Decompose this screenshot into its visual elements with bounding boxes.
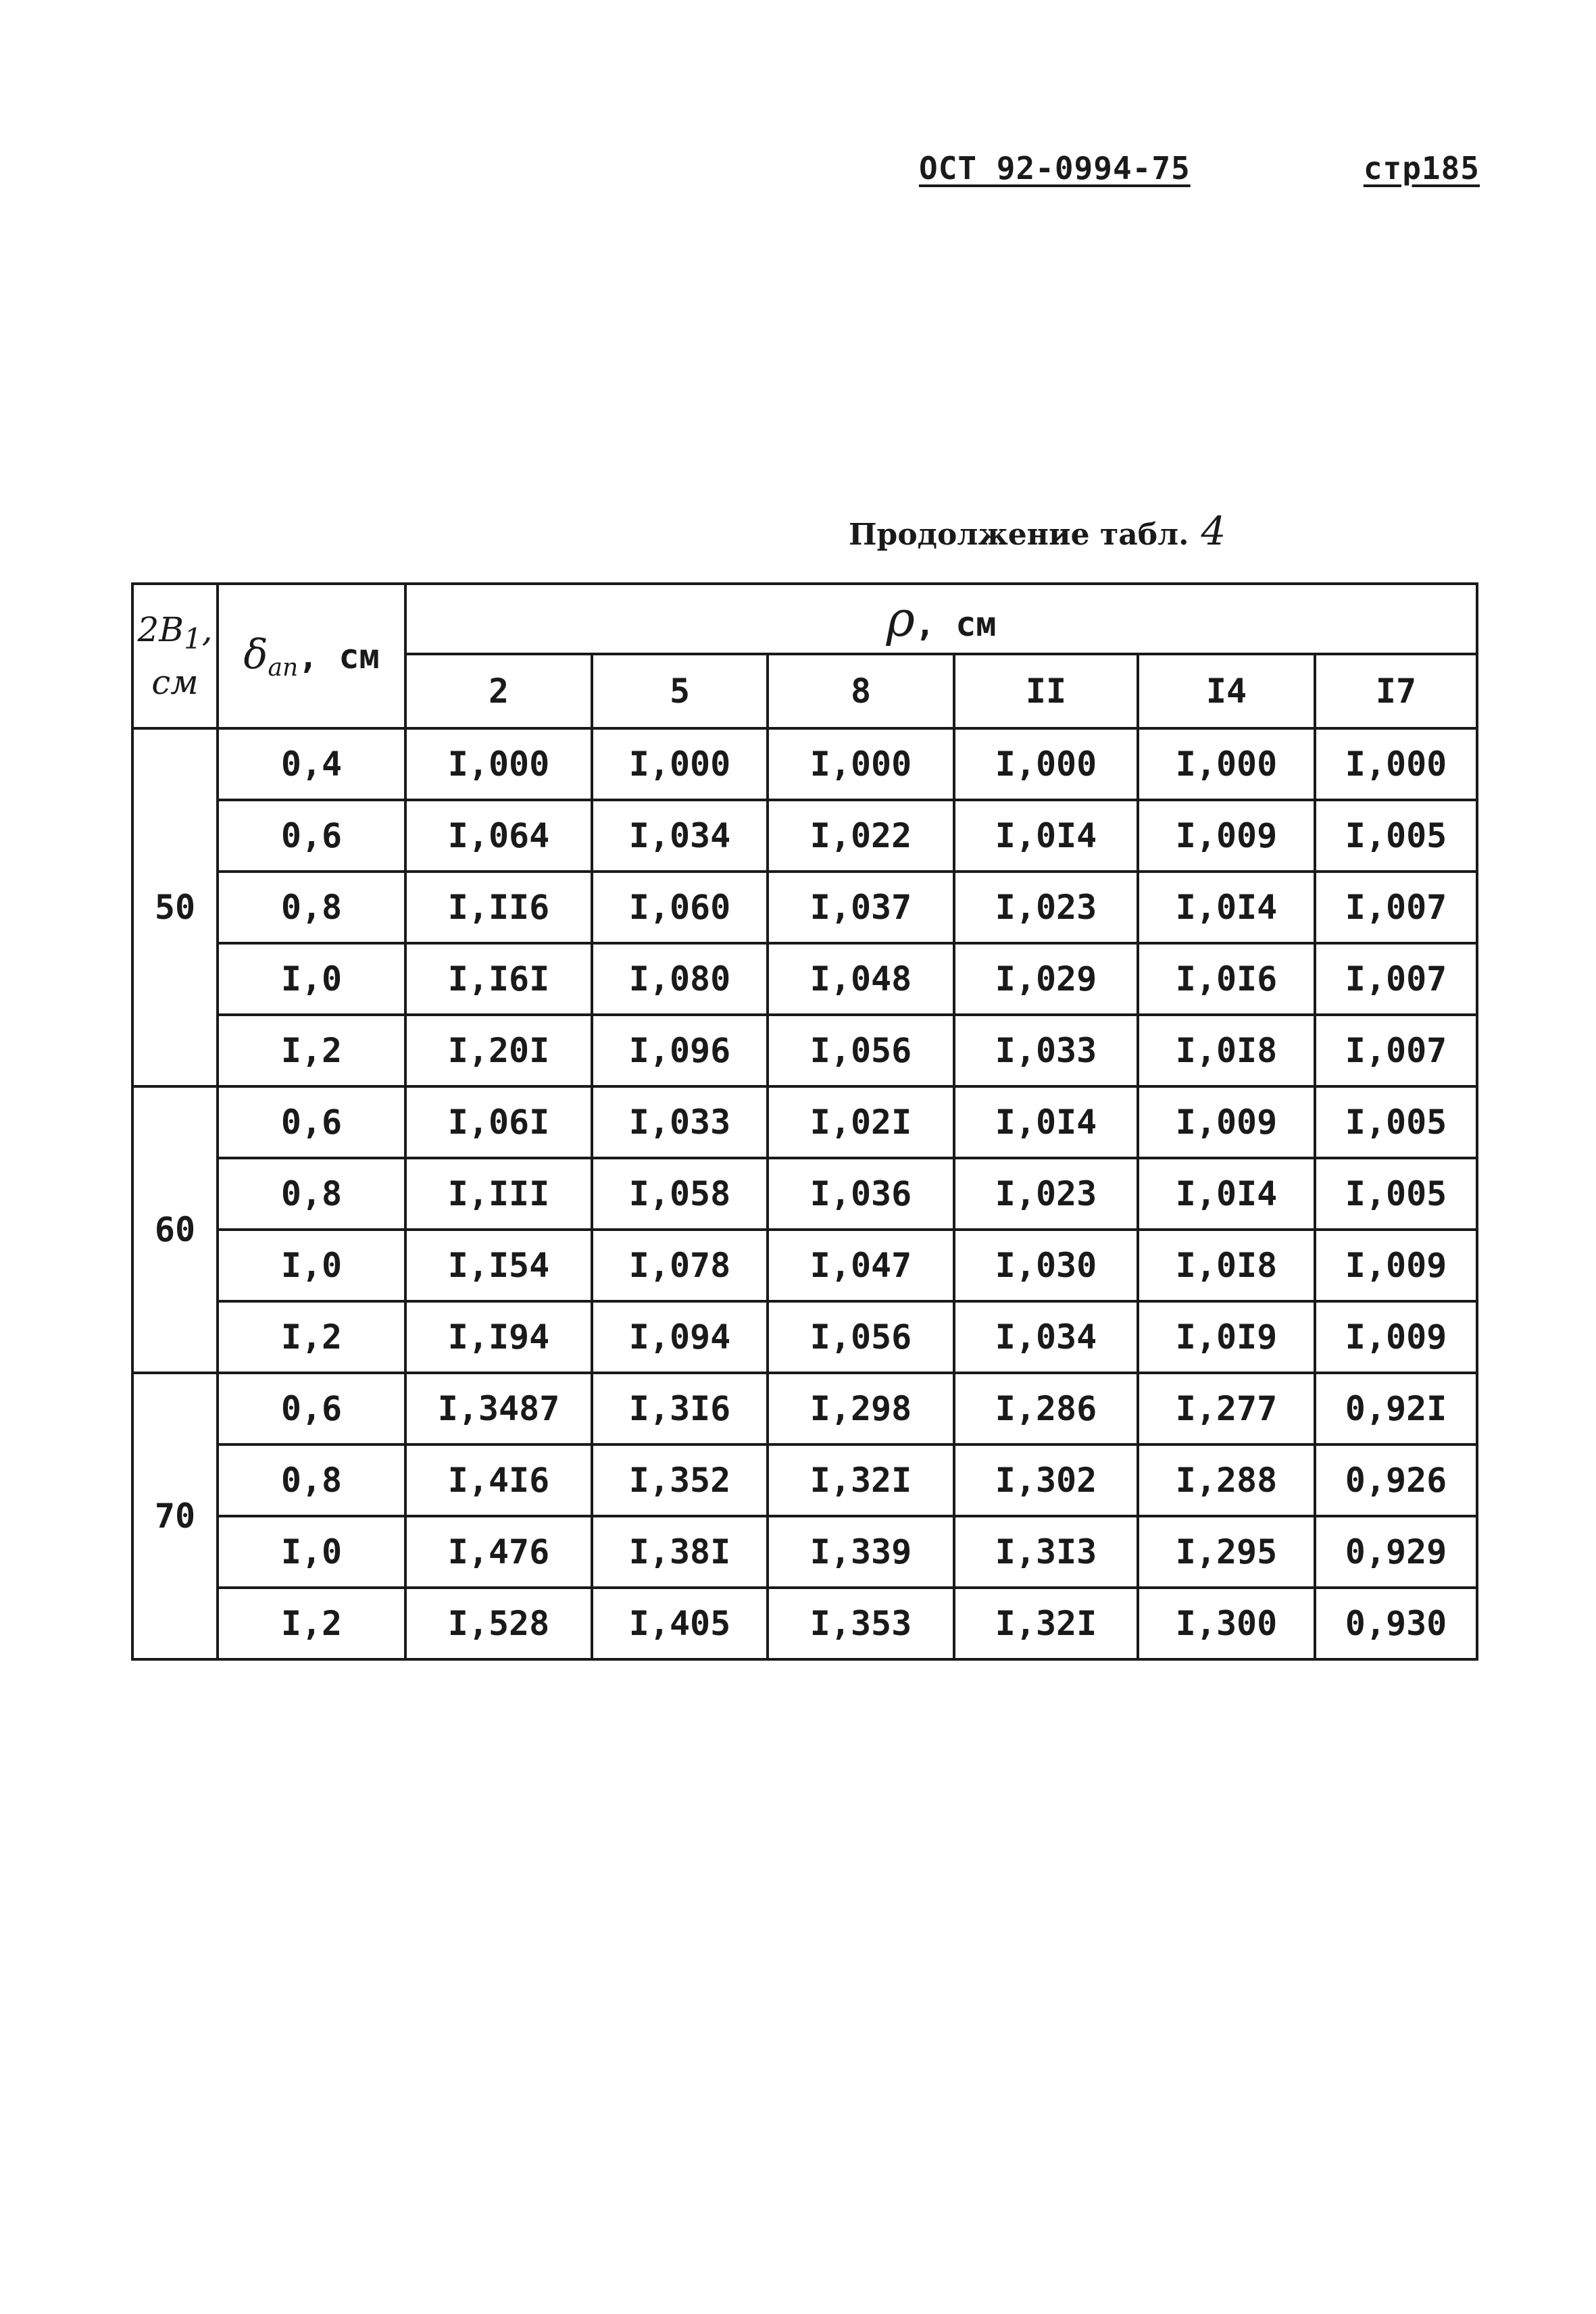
value-cell: I,009 [1315,1230,1477,1301]
gap-cell: 0,8 [218,872,405,943]
value-cell: I,298 [768,1373,954,1444]
header-row-top [132,584,1477,654]
value-cell: I,0I4 [954,800,1138,872]
width-group-cell: 50 [132,728,218,1086]
value-cell: I,005 [1315,1086,1477,1158]
gap-cell: I,2 [218,1015,405,1086]
value-cell: I,302 [954,1444,1138,1516]
width-group-cell: 60 [132,1086,218,1373]
table-row [132,1086,1477,1158]
value-cell: I,277 [1138,1373,1315,1444]
value-cell: I,022 [768,800,954,872]
gap-column-symbol: δ [243,630,268,678]
value-cell: I,3I6 [592,1373,768,1444]
width-group-cell: 70 [132,1373,218,1659]
value-cell: I,034 [592,800,768,872]
value-cell: 0,92I [1315,1373,1477,1444]
value-cell: I,32I [768,1444,954,1516]
value-cell: 0,929 [1315,1516,1477,1588]
caption-table-number: 4 [1201,508,1226,554]
value-cell: I,I6I [405,943,592,1015]
data-table [131,582,1478,1661]
value-cell: I,II6 [405,872,592,943]
table-row [132,1373,1477,1444]
width-column-unit: см [151,663,199,702]
value-cell: I,288 [1138,1444,1315,1516]
value-cell: I,000 [1315,728,1477,800]
value-cell: I,0I8 [1138,1015,1315,1086]
value-cell: I,000 [1138,728,1315,800]
value-cell: I,339 [768,1516,954,1588]
value-cell: I,005 [1315,800,1477,872]
gap-column-header [218,584,405,728]
table-row [132,1158,1477,1230]
value-cell: I,029 [954,943,1138,1015]
value-cell: I,4I6 [405,1444,592,1516]
value-cell: I,007 [1315,1015,1477,1086]
value-cell: I,096 [592,1015,768,1086]
value-cell: I,300 [1138,1588,1315,1659]
radius-value-header: 5 [592,654,768,728]
gap-cell: I,2 [218,1301,405,1373]
value-cell: I,3I3 [954,1516,1138,1588]
page-reference: стр185 [1363,150,1480,186]
gap-cell: 0,8 [218,1158,405,1230]
value-cell: I,32I [954,1588,1138,1659]
value-cell: I,3487 [405,1373,592,1444]
value-cell: I,037 [768,872,954,943]
value-cell: I,094 [592,1301,768,1373]
gap-cell: I,0 [218,1516,405,1588]
radius-group-header [405,584,1477,654]
gap-cell: I,2 [218,1588,405,1659]
value-cell: I,III [405,1158,592,1230]
width-column-header [132,584,218,728]
value-cell: I,056 [768,1015,954,1086]
value-cell: I,0I4 [1138,872,1315,943]
value-cell: I,009 [1315,1301,1477,1373]
table-row [132,800,1477,872]
value-cell: I,0I4 [954,1086,1138,1158]
gap-cell: 0,6 [218,800,405,872]
value-cell: I,047 [768,1230,954,1301]
value-cell: I,064 [405,800,592,872]
value-cell: I,007 [1315,943,1477,1015]
table-row [132,1301,1477,1373]
value-cell: I,02I [768,1086,954,1158]
value-cell: I,000 [768,728,954,800]
value-cell: I,009 [1138,800,1315,872]
value-cell: I,036 [768,1158,954,1230]
value-cell: I,353 [768,1588,954,1659]
value-cell: 0,930 [1315,1588,1477,1659]
value-cell: I,023 [954,1158,1138,1230]
gap-cell: I,0 [218,943,405,1015]
value-cell: I,0I4 [1138,1158,1315,1230]
value-cell: I,0I9 [1138,1301,1315,1373]
gap-cell: 0,4 [218,728,405,800]
gap-cell: 0,8 [218,1444,405,1516]
value-cell: I,023 [954,872,1138,943]
value-cell: I,20I [405,1015,592,1086]
caption-text: Продолжение табл. [849,518,1189,552]
value-cell: I,I94 [405,1301,592,1373]
value-cell: I,295 [1138,1516,1315,1588]
radius-value-header: I4 [1138,654,1315,728]
value-cell: I,0I8 [1138,1230,1315,1301]
value-cell: I,476 [405,1516,592,1588]
value-cell: I,I54 [405,1230,592,1301]
value-cell: I,352 [592,1444,768,1516]
value-cell: I,000 [954,728,1138,800]
radius-unit: , см [914,605,997,644]
radius-value-header: II [954,654,1138,728]
table-row [132,872,1477,943]
value-cell: I,080 [592,943,768,1015]
value-cell: I,007 [1315,872,1477,943]
gap-column-subscript: ап [268,653,299,682]
value-cell: I,000 [405,728,592,800]
gap-cell: 0,6 [218,1373,405,1444]
gap-cell: 0,6 [218,1086,405,1158]
width-column-symbol: $2B_1$, [137,610,213,655]
value-cell: I,38I [592,1516,768,1588]
value-cell: I,033 [592,1086,768,1158]
table-row [132,728,1477,800]
radius-value-header: 8 [768,654,954,728]
value-cell: I,06I [405,1086,592,1158]
document-header [919,150,1480,204]
value-cell: I,000 [592,728,768,800]
table-row [132,1588,1477,1659]
value-cell: I,056 [768,1301,954,1373]
radius-symbol: ρ [886,590,915,647]
value-cell: I,060 [592,872,768,943]
gap-cell: I,0 [218,1230,405,1301]
value-cell: I,034 [954,1301,1138,1373]
document-code: ОСТ 92-0994-75 [919,150,1191,186]
value-cell: I,078 [592,1230,768,1301]
table-row [132,1230,1477,1301]
gap-column-unit: , см [298,636,380,676]
value-cell: I,286 [954,1373,1138,1444]
value-cell: I,005 [1315,1158,1477,1230]
value-cell: I,009 [1138,1086,1315,1158]
value-cell: I,033 [954,1015,1138,1086]
table-row [132,1444,1477,1516]
value-cell: I,0I6 [1138,943,1315,1015]
radius-value-header: I7 [1315,654,1477,728]
radius-value-header: 2 [405,654,592,728]
value-cell: 0,926 [1315,1444,1477,1516]
table-row [132,1015,1477,1086]
value-cell: I,405 [592,1588,768,1659]
table-row [132,943,1477,1015]
value-cell: I,030 [954,1230,1138,1301]
value-cell: I,058 [592,1158,768,1230]
value-cell: I,048 [768,943,954,1015]
value-cell: I,528 [405,1588,592,1659]
table-caption [849,508,1226,554]
table-row [132,1516,1477,1588]
